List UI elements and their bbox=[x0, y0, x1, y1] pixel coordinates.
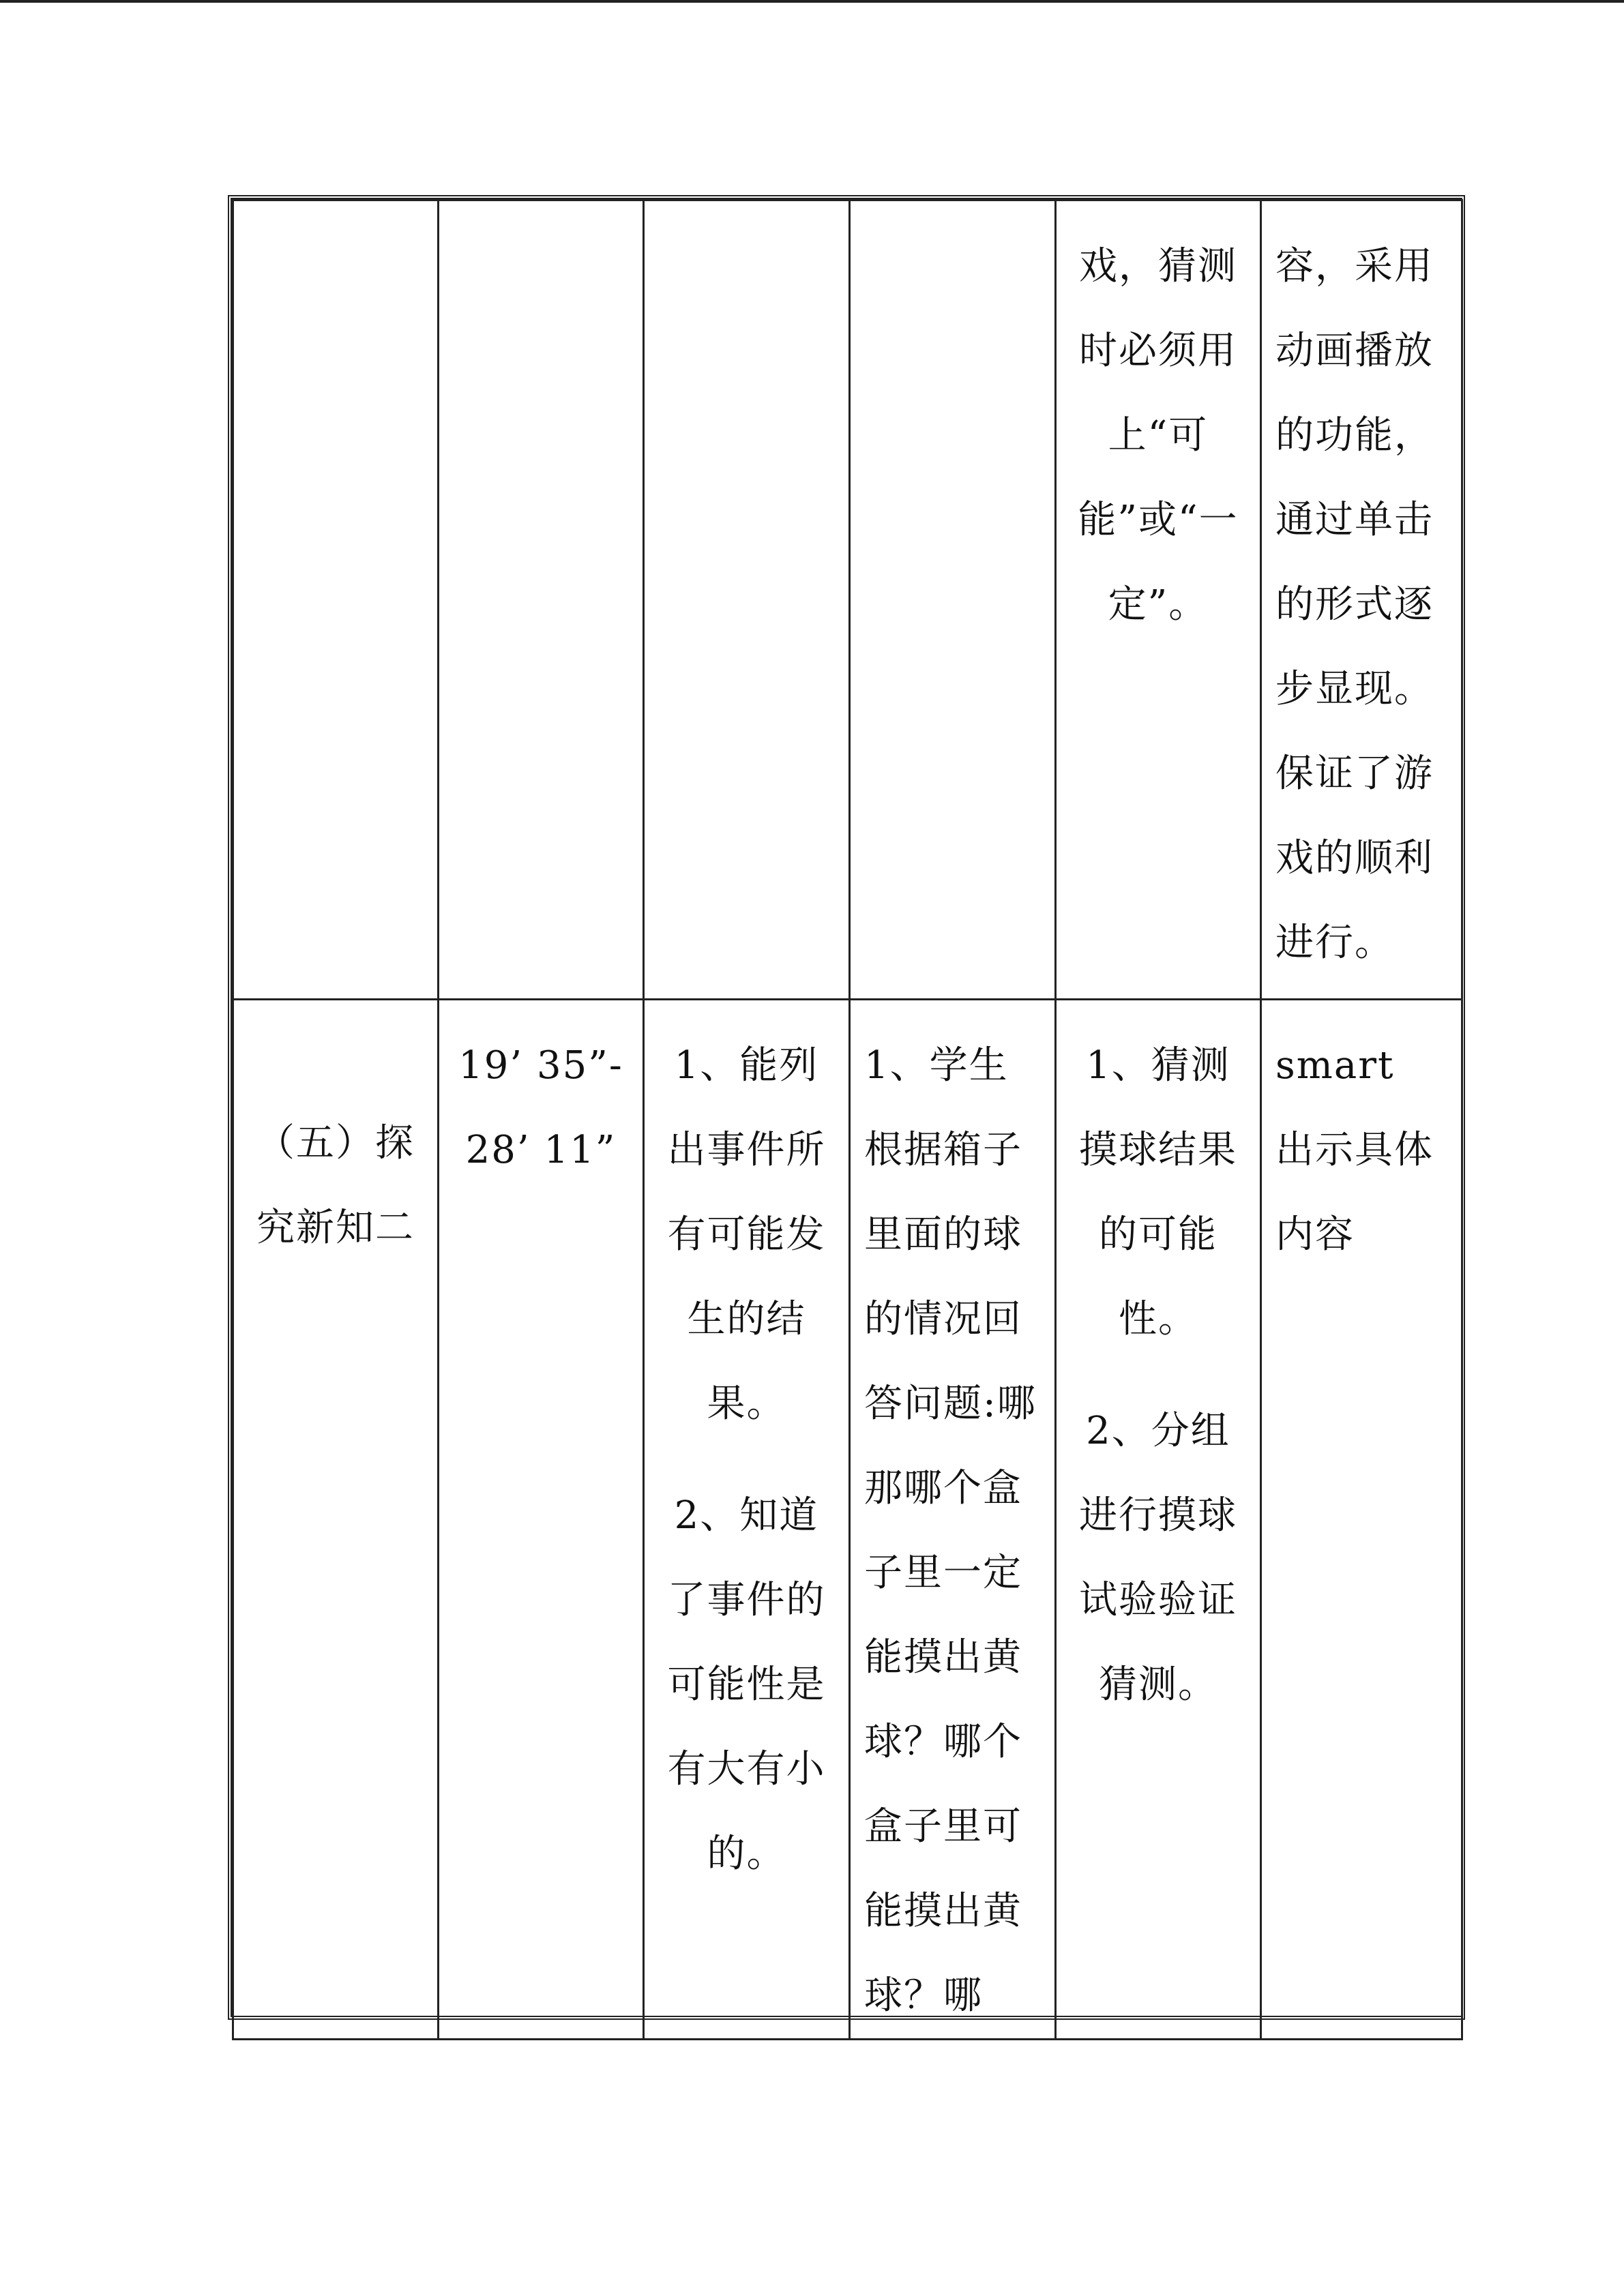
cell-teacher-activity: 1、学生根据箱子里面的球的情况回答问题:哪那哪个盒子里一定能摸出黄球？哪个盒子里可能摸出黄球？哪 bbox=[850, 1000, 1056, 2040]
cell-student-activity: 戏，猜测时必须用上“可能”或“一定”。 bbox=[1056, 200, 1261, 1000]
lesson-plan-grid bbox=[232, 199, 1463, 2040]
cell-technology-note: smart 出示具体内容 bbox=[1261, 1000, 1462, 2040]
objective-item: 2、知道了事件的可能性是有大有小的。 bbox=[667, 1493, 826, 1876]
cell-teacher-activity bbox=[850, 200, 1056, 1000]
lesson-plan-table bbox=[228, 195, 1465, 2020]
cell-technology-note: 容，采用动画播放的功能，通过单击的形式逐步显现。保证了游戏的顺利进行。 bbox=[1261, 200, 1462, 1000]
cell-time: 19’ 35”-28’ 11” bbox=[439, 1000, 644, 2040]
cell-stage bbox=[233, 200, 439, 1000]
cell-objective bbox=[644, 1000, 850, 2040]
cell-objective bbox=[644, 200, 850, 1000]
activity-item: 2、分组进行摸球试验验证猜测。 bbox=[1079, 1409, 1237, 1707]
cell-time bbox=[439, 200, 644, 1000]
activity-item: 1、猜测摸球结果的可能性。 bbox=[1079, 1043, 1237, 1341]
table-row bbox=[233, 200, 1462, 1000]
table-row bbox=[233, 1000, 1462, 2040]
cell-stage: （五）探究新知二 bbox=[233, 1000, 439, 2040]
cell-student-activity bbox=[1056, 1000, 1261, 2040]
objective-item: 1、能列出事件所有可能发生的结果。 bbox=[667, 1043, 826, 1426]
page-top-edge bbox=[0, 0, 1624, 3]
